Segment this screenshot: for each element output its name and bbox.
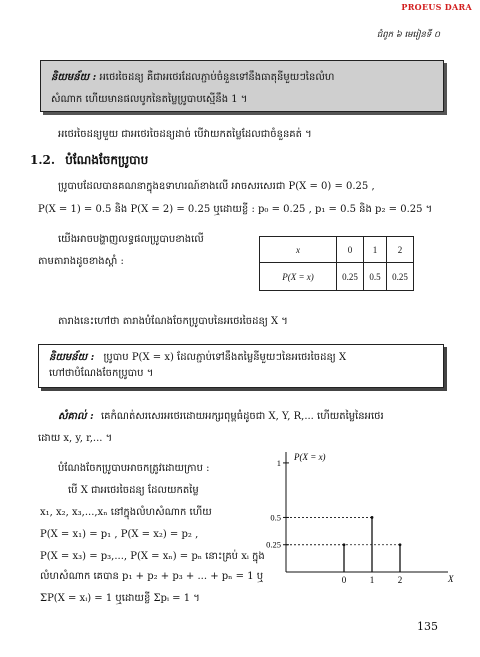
discrete-variable-sentence: អថេរចៃដន្យមួយ ជាអថេរចៃដន្យដាច់ បើវាយកតម្លៃដែលជាចំនួនគត់ ។: [58, 129, 312, 140]
definition-text: សំណាក ហើយមានផលបូកនៃតម្លៃប្រូបាបស្មើនឹង 1 ។: [51, 94, 248, 105]
expression-line: បើ X ជាអថេរចៃដន្យ ដែលយកតម្លៃ: [68, 485, 199, 496]
page-number: 135: [417, 620, 438, 633]
definition-text: ហៅថាបំណែងចែកប្រូបាប ។: [49, 368, 154, 379]
table-header-cell: x: [260, 237, 337, 263]
expression-line: P(X = x₃) = p₃,..., P(X = xₙ) = pₙ នោះគ្រប់ xᵢ ក្នុង: [40, 551, 265, 562]
x-axis-label: X: [448, 574, 454, 584]
table-header-cell: 2: [387, 237, 414, 263]
y-axis-label: P(X = x): [294, 452, 326, 462]
definition-box-2: [38, 344, 444, 388]
section-number: 1.2.: [30, 153, 56, 167]
note-text: គេកំណត់សរសេរអថេរដោយអក្សរពុម្ពធំដូចជា X, Y, R,... ហើយតម្លៃនៃអថេរ: [100, 411, 384, 422]
definition-text: ប្រូបាប P(X = x) ដែលភ្ជាប់ទៅនឹងតម្លៃនីមួយៗនៃអថេរចៃដន្យ X: [103, 352, 347, 363]
expression-line: P(X = x₁) = p₁ , P(X = x₂) = p₂ ,: [40, 529, 199, 540]
x-tick-label: 0: [341, 575, 347, 585]
brand-mark: PROEUS DARA: [401, 2, 472, 12]
table-caption: តារាងនេះហៅថា តារាងបំណែងចែកប្រូបាបនៃអថេរចៃដន្យ X ។: [58, 316, 288, 327]
definition-label: និយមន័យ :: [51, 72, 97, 83]
table-header-cell: 0: [337, 237, 364, 263]
paragraph-line: ប្រូបាបដែលបានគណនាក្នុងឧទាហរណ៍ខាងលើ អាចសរសេរជា P(X = 0) = 0.25 ,: [58, 181, 375, 192]
y-tick-label: 1: [276, 457, 281, 468]
x-tick-label: 1: [369, 575, 375, 585]
note-line: ដោយ x, y, r,... ។: [38, 433, 113, 444]
x-tick-label: 2: [397, 575, 403, 585]
section-title: បំណែងចែកប្រូបាប: [65, 153, 149, 167]
expression-line: ΣP(X = xᵢ) = 1 ឬដោយខ្លី Σpᵢ = 1 ។: [40, 593, 200, 604]
table-header-cell: 1: [364, 237, 387, 263]
table-cell: 0.25: [387, 263, 414, 291]
expression-line: លំហសំណាក គេបាន p₁ + p₂ + p₃ + ... + pₙ = 1 ឬ: [40, 571, 264, 582]
probability-distribution-chart: [260, 448, 460, 590]
definition-label: និយមន័យ :: [49, 352, 95, 363]
expression-line: បំណែងចែកប្រូបាបអាចកត្រូវដោយក្រាប :: [58, 463, 210, 474]
table-intro-line: តាមតារាងដូចខាងស្តាំ :: [38, 256, 124, 267]
table-intro-line: យើងអាចបង្ហាញលទ្ធផលប្រូបាបខាងលើ: [58, 234, 204, 245]
expression-line: x₁, x₂, x₃,...,xₙ នៅក្នុងលំហសំណាក ហើយ: [40, 507, 212, 518]
definition-box-1: [40, 60, 444, 112]
note-line: [58, 410, 384, 424]
y-tick-label: 0.25: [266, 539, 281, 550]
definition-text: អថេរចៃដន្យ គឺជាអថេរដែលភ្ជាប់ចំនួនទៅនឹងធាតុនីមួយៗនៃលំហ: [99, 72, 335, 83]
running-head: ជំពូក ៦ មេរៀនទី ០: [376, 30, 440, 40]
table-cell: 0.25: [337, 263, 364, 291]
table-row: [260, 263, 414, 291]
table-cell: P(X = x): [260, 263, 337, 291]
note-label: សំគាល់ :: [58, 411, 94, 422]
chart-axes: [286, 452, 454, 584]
section-heading: [30, 152, 148, 170]
distribution-table: [259, 236, 414, 291]
table-row: [260, 237, 414, 263]
y-tick-label: 0.5: [270, 512, 281, 523]
table-cell: 0.5: [364, 263, 387, 291]
paragraph-line: P(X = 1) = 0.5 និង P(X = 2) = 0.25 ឬដោយខ្លី : p₀ = 0.25 , p₁ = 0.5 និង p₂ = 0.25 ។: [38, 204, 433, 215]
